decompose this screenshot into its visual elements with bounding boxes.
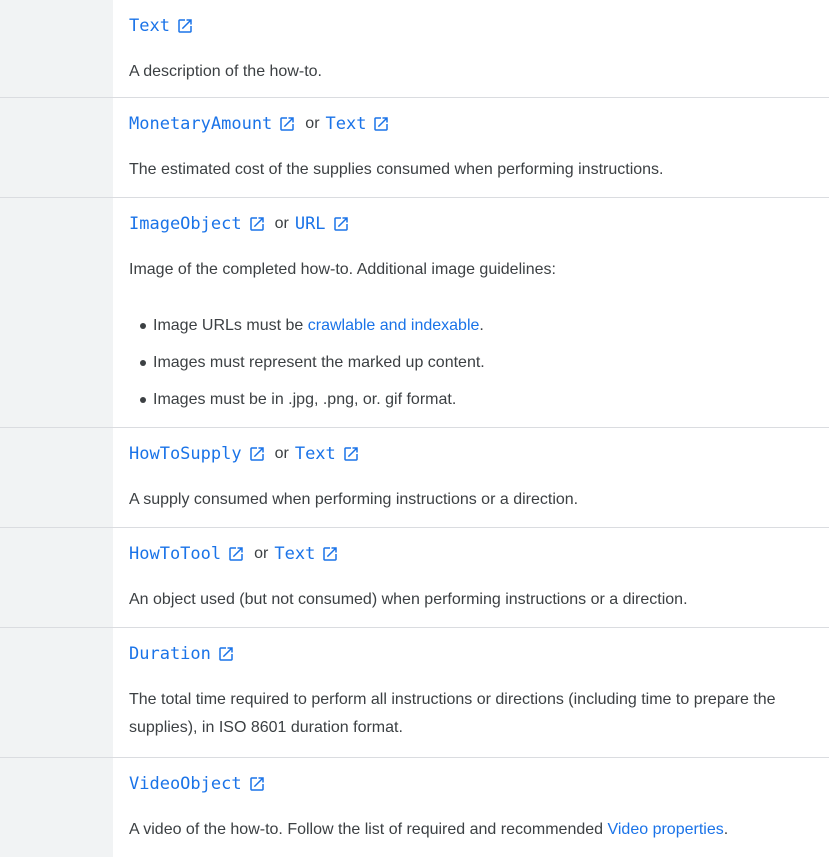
property-name-cell [0,0,113,97]
property-description [129,156,813,184]
text-line [153,349,813,377]
type-link[interactable]: HowToSupply [129,444,242,464]
external-link-icon [342,445,360,463]
property-name-cell [0,198,113,427]
image-guidelines-list [129,312,813,414]
table-row [0,428,829,528]
inline-link[interactable]: crawlable and indexable [307,317,480,334]
or-label: or [274,215,289,232]
text-line [129,486,813,514]
inline-link[interactable]: Video properties [607,821,724,838]
external-link-icon [278,115,296,133]
text-segment: A video of the how-to. Follow the list of required and recommended [129,821,608,838]
property-value-cell [113,198,829,427]
table-row [0,758,829,857]
property-name-cell [0,758,113,857]
type-link[interactable]: Duration [129,644,211,664]
type-link[interactable]: Text [325,114,367,134]
type-line [129,540,813,568]
text-segment: The total time required to perform all instructions or directions (including time to prepare the [129,691,776,708]
external-link-icon [176,17,194,35]
text-line [129,58,813,86]
text-segment: An object used (but not consumed) when performing instructions or a direction. [129,591,688,608]
property-value-cell [113,628,829,757]
external-link-icon [248,445,266,463]
property-description [129,686,813,742]
text-segment: The estimated cost of the supplies consumed when performing instructions. [129,161,664,178]
external-link-icon [248,215,266,233]
or-label: or [274,445,289,462]
text-segment: supplies), in ISO 8601 duration format. [129,719,403,736]
type-link[interactable]: HowToTool [129,544,222,564]
text-line [129,714,813,742]
property-name-cell [0,528,113,627]
property-value-cell [113,98,829,197]
type-link[interactable]: URL [294,214,326,234]
type-link[interactable]: VideoObject [129,774,242,794]
property-description [129,58,813,86]
text-segment: Image of the completed how-to. Additional image guidelines: [129,261,556,278]
or-label: or [305,115,320,132]
text-line [129,686,813,714]
type-link[interactable]: ImageObject [129,214,242,234]
text-line [129,256,813,284]
property-description [129,586,813,614]
list-item [140,312,813,340]
text-segment: Image URLs must be [153,317,308,334]
text-segment: A supply consumed when performing instructions or a direction. [129,491,579,508]
text-line [129,586,813,614]
text-segment: Images must represent the marked up content. [153,354,485,371]
type-line [129,110,813,138]
text-segment: Images must be in .jpg, .png, or. gif format. [153,391,457,408]
text-line [129,816,813,844]
property-name-cell [0,98,113,197]
type-link[interactable]: Text [294,444,336,464]
table-row [0,628,829,758]
external-link-icon [332,215,350,233]
property-description [129,486,813,514]
type-line [129,210,813,238]
type-link[interactable]: MonetaryAmount [129,114,273,134]
external-link-icon [372,115,390,133]
type-line [129,640,813,668]
property-value-cell [113,758,829,857]
property-description [129,256,813,284]
external-link-icon [248,775,266,793]
type-line [129,12,813,40]
property-description [129,816,813,844]
property-value-cell [113,528,829,627]
text-segment: . [723,821,729,838]
type-line [129,770,813,798]
property-name-cell [0,628,113,757]
list-item [140,349,813,377]
type-link[interactable]: Text [129,16,170,36]
text-segment: A description of the how-to. [129,63,322,80]
list-item [140,386,813,414]
text-line [153,312,813,340]
text-line [129,156,813,184]
property-name-cell [0,428,113,527]
table-row [0,198,829,428]
text-line [153,386,813,414]
table-row [0,0,829,98]
or-label: or [254,545,269,562]
table-row [0,98,829,198]
external-link-icon [217,645,235,663]
external-link-icon [227,545,245,563]
property-value-cell [113,0,829,97]
table-row [0,528,829,628]
type-line [129,440,813,468]
external-link-icon [321,545,339,563]
text-segment: . [479,317,484,334]
property-value-cell [113,428,829,527]
type-link[interactable]: Text [274,544,316,564]
